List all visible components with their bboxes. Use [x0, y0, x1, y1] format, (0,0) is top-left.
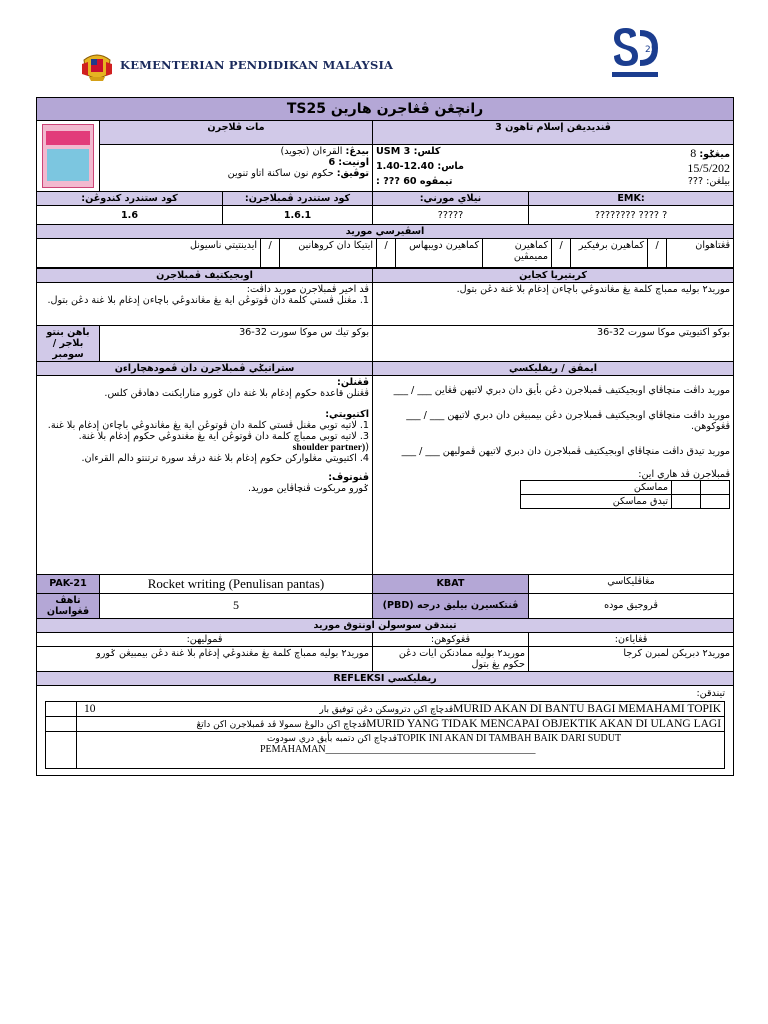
impak-label: ايمڤق / ريفليكسي	[373, 361, 734, 375]
minggu-label: ميڠݢو:	[699, 149, 731, 160]
penutup-label: ڤنوتوڤ:	[328, 471, 369, 483]
impak-content	[373, 375, 734, 574]
status-checkbox-1[interactable]	[701, 480, 730, 494]
strategy-content	[37, 375, 373, 574]
lesson-topic-info	[100, 145, 373, 192]
refleksi-r3-text: TOPIK INI AKAN DI TAMBAH BAIK DARI SUDUT	[396, 732, 622, 744]
tempoh-extra: ???	[383, 176, 400, 187]
impak-item-3: موريد تيدق داڤت منچاڤاي اوبجيكتيف ڤمبلاجرن دان دبري لاتيهن ڤموليهن ___ / ___	[401, 445, 731, 457]
nilai-value: ?????	[373, 206, 529, 225]
aktiviti-3-shoulder: shoulder partner)	[292, 441, 366, 453]
bilangan-value: بيلڠن: ???	[687, 176, 731, 187]
bidang-label: بيدڠ:	[345, 146, 369, 157]
status-option-2: تيدق مماسكن	[521, 494, 672, 508]
aktiviti-1: 1. لاتيه توبي مڠنل ڤستي كلمة دان ڤوتوڠن اية يڠ مڠاندوڠي باچاءن إدغام بلا غنة.	[47, 419, 369, 431]
emk-value: ???????? ???? ?	[529, 206, 734, 225]
criteria-label: كريتيريا كجاين	[373, 268, 734, 282]
pengenalan-text: ڤڠنلن قاعدة حكوم إدغام بلا غنة دان ݢورو منارايكنت دهادڤن كلس.	[104, 387, 369, 399]
aktiviti-4: 4. اكتيويتي مڠلواركن حكوم إدغام بلا غنة درڤد سورة ترتنتو دالم القرءان.	[81, 452, 369, 464]
schedule-info	[373, 145, 734, 192]
tempoh-colon: :	[376, 176, 380, 187]
textbook-cover	[37, 121, 100, 192]
impak-item-1: موريد داڤت منچاڤاي اوبجيكتيف ڤمبلاجرن دڠن بأيق دان دبري لاتيهن ڤڠاين ___ / ___	[393, 384, 731, 396]
objective-text: ڤد اخير ڤمبلاجرن موريد داڤت: 1. مڠنل ڤستي كلمة دان ڤوتوڠن اية يڠ مڠاندوڠي باچاءن إدغام بلا غنة دڠن بتول.	[37, 282, 373, 325]
pak21-label: PAK-21	[37, 574, 100, 593]
tahap-label: تاهڤ ڤڠواسان	[37, 593, 100, 618]
aspirasi-label: اسڤيرسي موريد	[37, 225, 734, 239]
refleksi-r3b: PEMAHAMAN__________________________________________	[260, 743, 536, 755]
subject-label: مات ڤلاجرن	[100, 121, 373, 145]
tajuk-value: حكوم نون ساكنة اتاو تنوين	[227, 168, 334, 179]
refleksi-r1-ar: ڤدچاچ اكن دتروسكن دڠن توفيق بار	[319, 704, 454, 715]
ts25-logo-text: 25	[645, 45, 657, 55]
pengayaan-label: ڤڠاياءن:	[529, 632, 734, 646]
refleksi-row-3	[77, 731, 725, 768]
aspirasi-sep-4: /	[261, 239, 280, 267]
pbd-value: ڤروجيق موده	[529, 593, 734, 618]
refleksi-cell-a3	[46, 731, 77, 768]
aspirasi-item-4: كماهيرن دويبهاس	[396, 239, 483, 267]
status-checkbox-1b[interactable]	[672, 480, 701, 494]
pbd-label: ڤنتكسيرن بيليق درجه (PBD)	[373, 593, 529, 618]
aspirasi-item-3: كماهيرن ممیمڤين	[483, 239, 552, 267]
aspirasi-sep-3: /	[377, 239, 396, 267]
masa-value: ماس: 12.40-1.40	[376, 161, 464, 172]
kod-pembelajaran-label: كود ستندرد ڤمبلاجرن:	[223, 192, 373, 206]
kelas-value: كلس: USM 3	[376, 146, 441, 157]
pengukuhan-text: موريد٢ بوليه ممادنكن ايات دڠن حكوم يڠ بتول	[373, 646, 529, 671]
bahan-value-2: بوكو اكتيويتي موكا سورت 32-36	[373, 325, 734, 361]
aspirasi-sep-2: /	[552, 239, 571, 267]
status-option-1: مماسكن	[521, 480, 672, 494]
minggu-value: 8	[690, 146, 697, 160]
textbook-cover-image	[42, 124, 94, 188]
refleksi-r2-text: MURID YANG TIDAK MENCAPAI OBJEKTIK AKAN DI ULANG LAGI	[366, 717, 722, 730]
ministry-name: KEMENTERIAN PENDIDIKAN MALAYSIA	[120, 58, 394, 72]
nilai-label: نيلاي مورني:	[373, 192, 529, 206]
aspirasi-row	[37, 239, 734, 269]
unit-label: اونيت:	[338, 157, 369, 168]
aktiviti-label: اكتيويتي:	[325, 408, 369, 420]
page-title: رانچڠن ڤڠاجرن هارين TS25	[37, 98, 734, 121]
status-table	[520, 480, 730, 509]
ts25-logo	[606, 22, 664, 80]
impak-item-2: موريد داڤت منچاڤاي اوبجيكتيف ڤمبلاجرن دڠن بيمبيڠن دان دبري لاتيهن ___ / ___ ڤڠوكوهن.	[406, 409, 731, 432]
bahan-label: باهن بنتو بلاجر / سومبر	[37, 325, 100, 361]
page-header	[0, 0, 768, 95]
aspirasi-item-6: ايدينتيتي ناسيونل	[37, 239, 261, 267]
pengenalan-label: ڤڠنلن:	[337, 376, 369, 388]
objective-label: اوبجيكتيف ڤمبلاجرن	[37, 268, 373, 282]
bidang-value: القرءان (تجويد)	[280, 146, 343, 157]
status-checkbox-2[interactable]	[701, 494, 730, 508]
strategy-label: ستراتيݢي ڤمبلاجرن دان ڤمودهچاراءن	[37, 361, 373, 375]
bahan-value-1: بوكو تيك س موكا سورت 32-36	[100, 325, 373, 361]
tahap-value: 5	[100, 593, 373, 618]
kbat-label: KBAT	[373, 574, 529, 593]
pengayaan-text: موريد٢ دبريكن لمبرن كرجا	[529, 646, 734, 671]
aspirasi-sep-1: /	[648, 239, 667, 267]
refleksi-row-1	[77, 701, 725, 716]
refleksi-r1-num: 10	[84, 702, 96, 715]
pengukuhan-label: ڤڠوكوهن:	[373, 632, 529, 646]
tempoh-value: تيمڤوه 60	[403, 176, 453, 187]
tarikh-value: 15/5/202	[687, 161, 731, 175]
lesson-plan-table	[36, 97, 734, 776]
tajuk-label: توڤيق:	[336, 168, 369, 179]
refleksi-cell-a1	[46, 701, 77, 716]
criteria-text: موريد٢ بوليه ممباچ كلمة يڠ مڠاندوڠي باچاءن إدغام بلا غنة دڠن بتول.	[373, 282, 734, 325]
tindakan-label: تيندقن:	[696, 687, 726, 699]
kod-pembelajaran-value: 1.6.1	[223, 206, 373, 225]
aspirasi-item-1: ڤڠتاهوان	[667, 239, 734, 267]
refleksi-r2-ar: ڤدچاچ اكن دالوڠ سمولا ڤد ڤمبلاجرن اكن داتڠ	[196, 719, 367, 730]
kbat-value: مڠاڤليكاسي	[529, 574, 734, 593]
pemulihan-label: ڤموليهن:	[37, 632, 373, 646]
emk-label: EMK:	[529, 192, 734, 206]
pak21-value: Rocket writing (Penulisan pantas)	[100, 574, 373, 593]
aktiviti-3: 3. لاتيه توبي ممباچ كلمة دان ڤوتوڠن اية يڠ مڠندوڠي حكوم إدغام بلا غنة. (	[78, 430, 369, 453]
status-checkbox-2b[interactable]	[672, 494, 701, 508]
refleksi-table	[45, 701, 725, 769]
tertunda-label: ڤمبلاجرن ڤد هاري اين:	[638, 468, 731, 480]
theme-label: ڤنديديقن إسلام تاهون 3	[373, 121, 734, 145]
refleksi-cell-a2	[46, 716, 77, 731]
kod-kandungan-label: كود ستندرد كندوڠن:	[37, 192, 223, 206]
refleksi-r1-text: MURID AKAN DI BANTU BAGI MEMAHAMI TOPIK	[453, 702, 722, 715]
tindak-label: تيندقن سوسولن اونتوق موريد	[37, 618, 734, 632]
penutup-text: ݢورو مربكوت ڤنچاڤاين موريد.	[248, 482, 369, 494]
kod-kandungan-value: 1.6	[37, 206, 223, 225]
ministry-crest-logo	[80, 50, 114, 82]
aspirasi-item-2: كماهيرن برفيكير	[571, 239, 648, 267]
refleksi-label: ريفليكسي REFLEKSI	[37, 671, 734, 685]
refleksi-r3-ar: ڤدچاچ اكن دتمبه بأيق دري سودوت	[266, 733, 397, 744]
unit-value: 6	[328, 157, 336, 168]
aspirasi-item-5: ايتيكا دان كروهانين	[280, 239, 377, 267]
refleksi-row-2	[77, 716, 725, 731]
refleksi-content	[37, 685, 734, 775]
pemulihan-text: موريد٢ بوليه ممباچ كلمة يڠ مڠندوڠي إدغام بلا غنة دڠن بيمبيڠن ݢورو	[37, 646, 373, 671]
